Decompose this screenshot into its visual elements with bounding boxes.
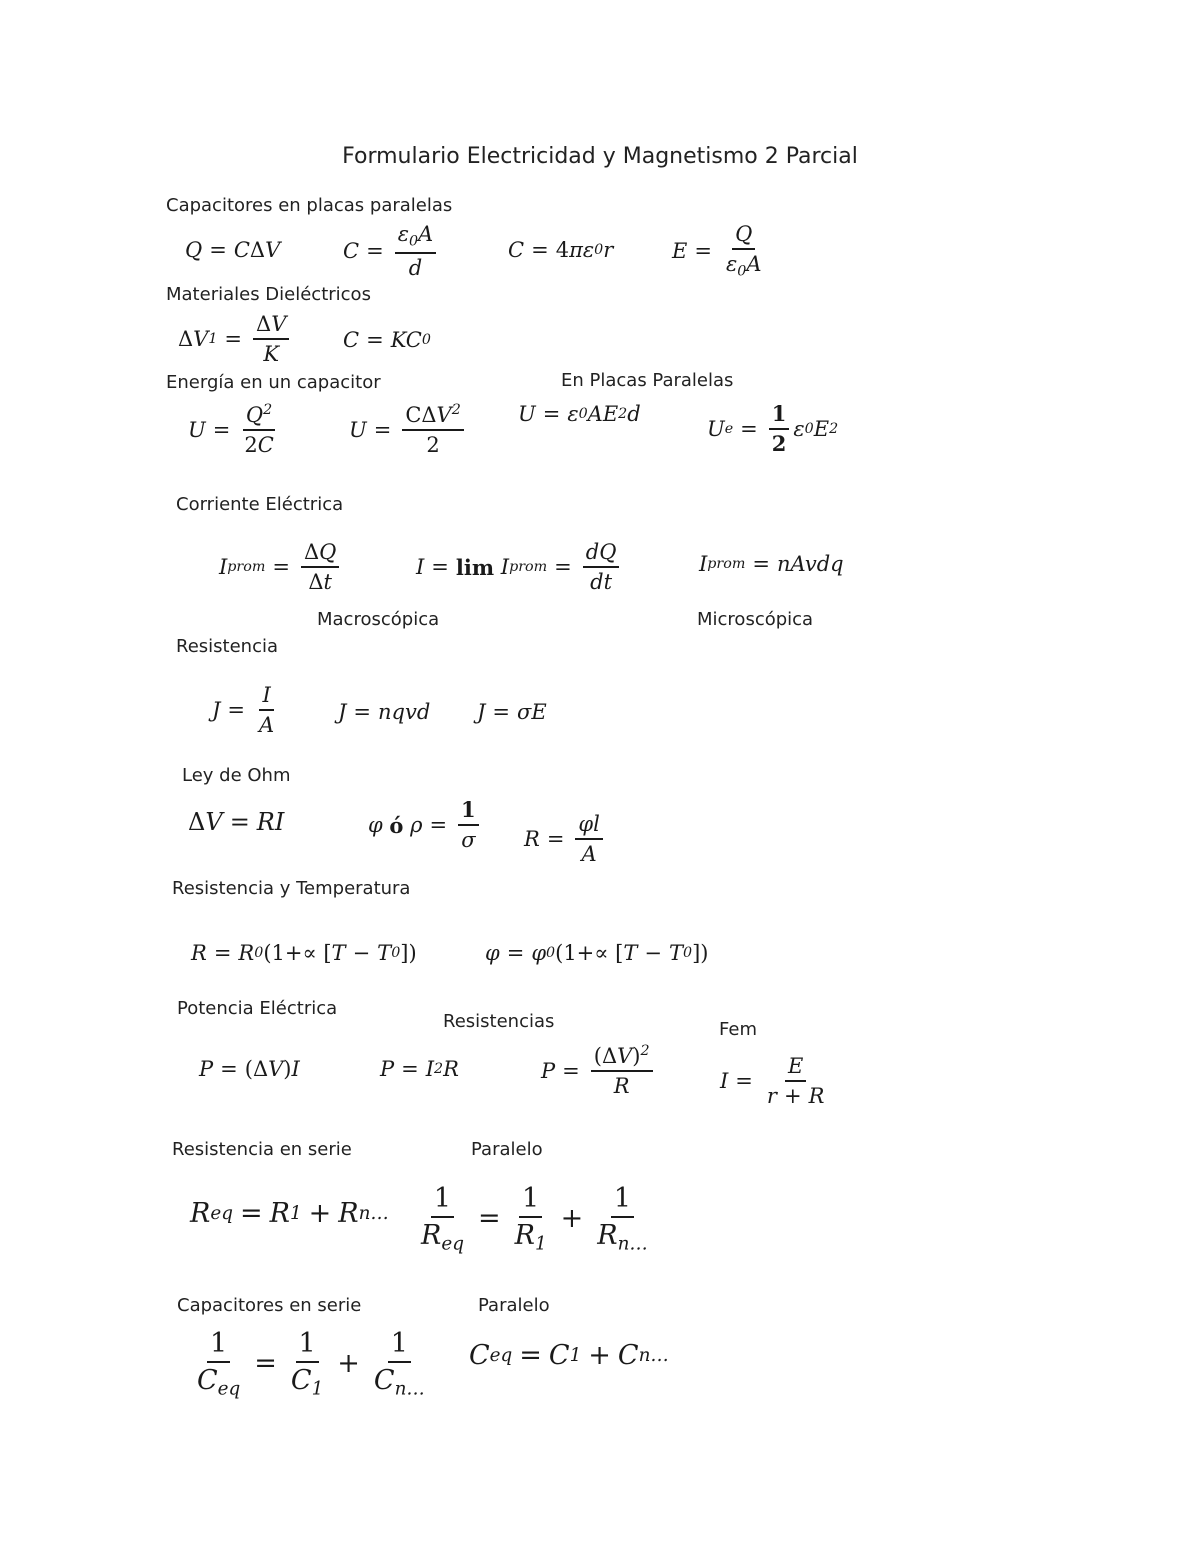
formula-u-e0ae2d: U = ε 0 AE 2 d	[518, 402, 641, 426]
formula-r-temp: R = R 0 (1+∝ [ T − T 0 ])	[191, 941, 417, 965]
formula-req-serie: R eq = R 1 + R n…	[190, 1198, 389, 1229]
formula-iprom-navdq: I prom = nAvdq	[699, 552, 844, 576]
formula-p-i2r: P = I 2 R	[380, 1057, 459, 1081]
formula-r-phil-a: R = $\frac{\varphi l}{A}$	[524, 812, 607, 866]
section-ley-ohm: Ley de Ohm	[182, 765, 291, 786]
formula-c-kc0: C = KC 0	[343, 328, 431, 352]
section-energia-capacitor: Energía en un capacitor	[166, 372, 381, 393]
section-en-placas-paralelas: En Placas Paralelas	[561, 370, 734, 391]
formula-i-lim: I = lim I prom = $\frac{dQ}{dt}$	[416, 540, 623, 594]
page-title: Formulario Electricidad y Magnetismo 2 Parcial	[342, 144, 858, 169]
formula-dv-ri: Δ V = RI	[188, 808, 285, 836]
formula-p-dvi: P = (Δ V ) I	[199, 1057, 300, 1081]
formula-e-q-e0a: E = $\frac{Q}{\varepsilon_0A}$	[672, 222, 762, 280]
section-capacitores-serie: Capacitores en serie	[177, 1295, 362, 1316]
formula-j-sigma-e: J = σE	[477, 700, 547, 724]
formula-iprom-dq-dt: I prom = $\frac{\Delta Q}{\Delta t}$	[219, 540, 343, 594]
label-fem: Fem	[719, 1019, 757, 1040]
section-resistencia-temperatura: Resistencia y Temperatura	[172, 878, 411, 899]
formula-u-cdv2-2: U = $\frac{C\Delta V^2}{2}$	[349, 402, 468, 457]
section-paralelo-resistencias: Paralelo	[471, 1139, 543, 1160]
label-microscopica: Microscópica	[697, 609, 814, 630]
formula-dv1: Δ V 1 = $\frac{\Delta V}{K}$	[178, 312, 293, 366]
section-resistencia: Resistencia	[176, 636, 278, 657]
formula-u-q2-2c: U = $\frac{Q^2}{2C}$	[188, 402, 274, 457]
formula-req-paralelo: $\frac{1}{R_{eq}}$ = $\frac{1}{R_1}$ + $\frac{1}{R_{n\dots}}$	[421, 1183, 648, 1255]
section-corriente-electrica: Corriente Eléctrica	[176, 494, 344, 515]
label-resistencias: Resistencias	[443, 1011, 555, 1032]
formula-i-fem: I = $\frac{E}{r + R}$	[720, 1054, 825, 1109]
label-macroscopica: Macroscópica	[317, 609, 440, 630]
section-paralelo-capacitores: Paralelo	[478, 1295, 550, 1316]
formula-ceq-serie: $\frac{1}{C_{eq}}$ = $\frac{1}{C_1}$ + $\frac{1}{C_{n\dots}}$	[197, 1328, 425, 1400]
formula-c-e0a-d: C = $\frac{\varepsilon_0A}{d}$	[343, 222, 440, 280]
formula-ceq-paralelo: C eq = C 1 + C n…	[469, 1340, 669, 1371]
formula-j-i-a: J = $\frac{I}{A}$	[212, 683, 275, 738]
formula-c-4pi: C = 4 πε 0 r	[508, 238, 614, 262]
section-materiales-dielectricos: Materiales Dieléctricos	[166, 284, 371, 305]
section-capacitores-placas: Capacitores en placas paralelas	[166, 195, 453, 216]
formula-phi-temp: φ = φ 0 (1+∝ [ T − T 0 ])	[485, 941, 709, 965]
formula-j-nqvd: J = nqvd	[338, 700, 431, 724]
section-resistencia-serie: Resistencia en serie	[172, 1139, 352, 1160]
formula-ue-half: U e = $\frac{1}{2}$ ε 0 E 2	[707, 401, 839, 457]
section-potencia-electrica: Potencia Eléctrica	[177, 998, 338, 1019]
formula-p-dv2-r: P = $\frac{(\Delta V)^2}{R}$	[541, 1043, 657, 1098]
formula-q-cdv: Q = C Δ V	[185, 238, 281, 262]
formula-phi-rho: φ ó ρ = $\frac{1}{\sigma}$	[368, 798, 483, 852]
